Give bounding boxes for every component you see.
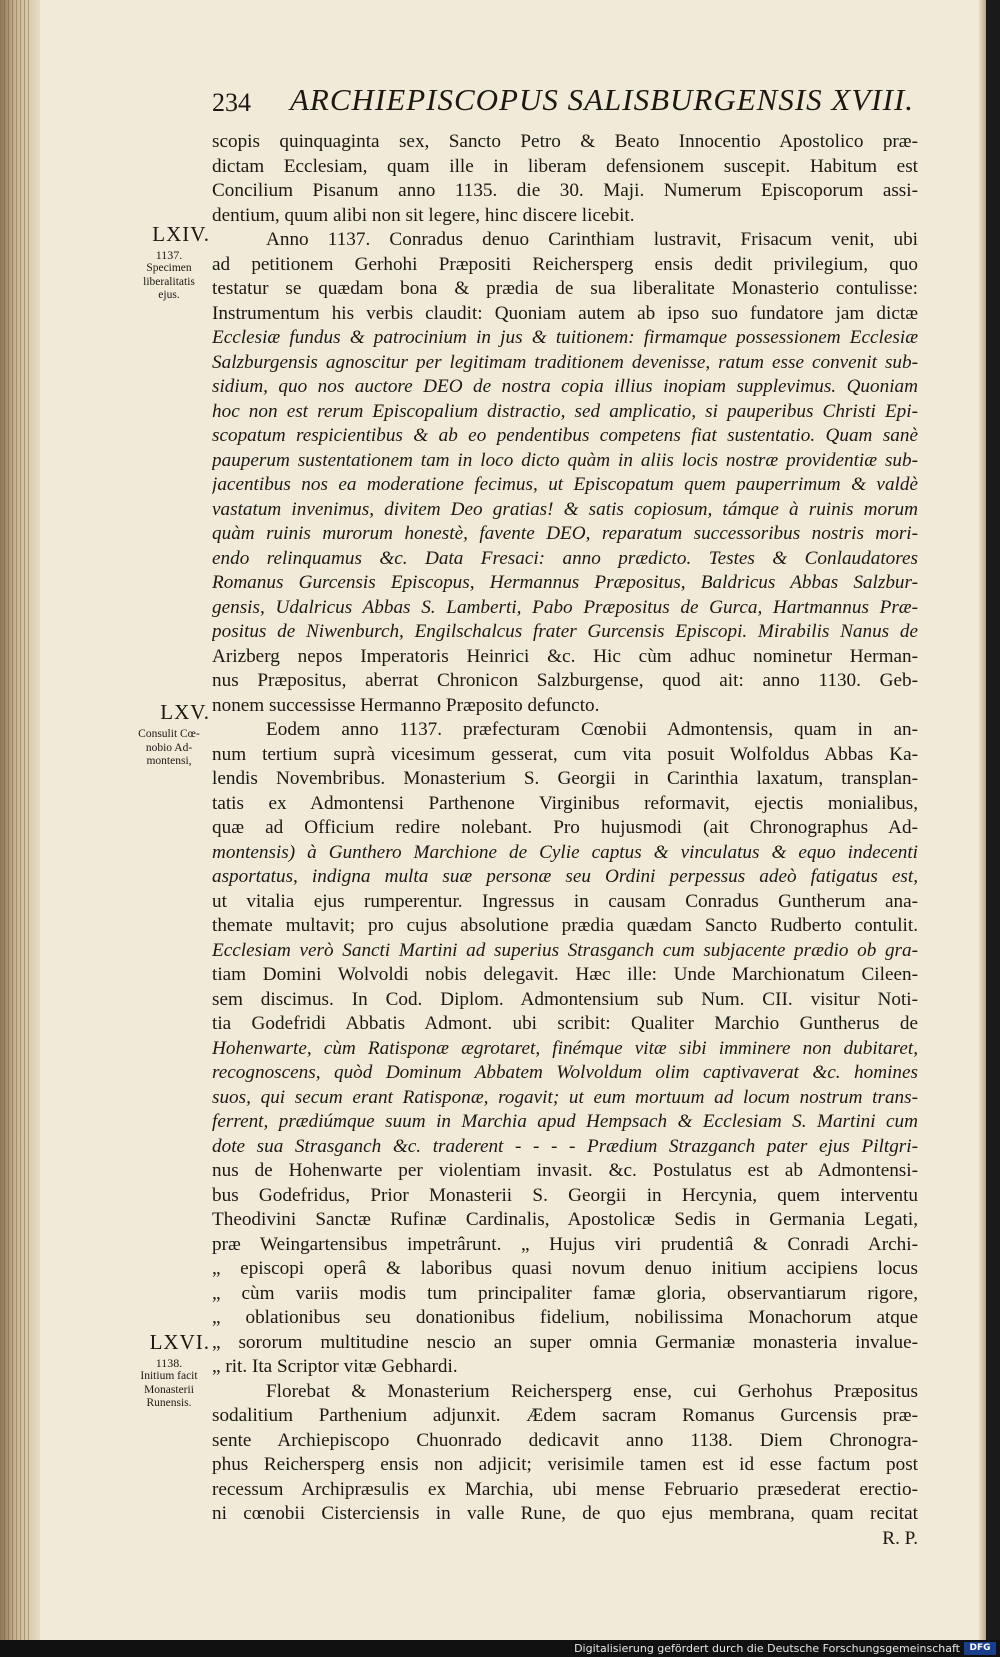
body-text: [212, 130, 918, 1551]
paragraph-start-line: Anno 1137. Conradus denuo Carinthiam lustravit, Frisacum venit, ubi: [266, 229, 918, 250]
section-number: LXVI.: [149, 1330, 210, 1354]
text-line: thematе multavit; pro cujus absolutione prædia quædam Sancto Rudberto contulit.: [212, 915, 918, 936]
text-line: gensis, Udalricus Abbas S. Lamberti, Pabo Præpositus de Gurca, Hartmannus Præ-: [212, 596, 918, 618]
text-line: ferrent, prædiúmque suum in Marchia apud Hempsach & Ecclesiam S. Martini cum: [212, 1111, 918, 1132]
text-line: Theodivini Sanctæ Rufinæ Cardinalis, Apostolicæ Sedis in Germania Legati,: [212, 1209, 918, 1230]
page-edges: [4, 0, 32, 1640]
text-line: phus Reichersperg ensis non adjicit; verisimile tamen est id esse factum post: [212, 1454, 918, 1475]
text-line: sodalitium Parthenium adjunxit. Ædem sacram Romanus Gurcensis præ-: [212, 1405, 918, 1426]
text-line: scopis quinquaginta sex, Sancto Petro & Beato Innocentio Apostolico præ-: [212, 131, 918, 152]
page-number: 234: [212, 88, 251, 117]
margin-note-line: Specimen: [146, 262, 192, 274]
text-line: nus Præpositus, aberrat Chronicon Salzburgense, quod ait: anno 1130. Geb-: [212, 670, 918, 691]
text-line: positus de Niwenburch, Engilschalcus frater Gurcensis Episcopi. Mirabilis Nanus de: [212, 621, 918, 642]
text-line: dictam Ecclesiam, quam ille in liberam defensionem suscepit. Habitum est: [212, 155, 918, 177]
text-line: num tertium suprà vicesimum gesserat, cum vita posuit Wolfoldus Abbas Ka-: [212, 743, 918, 765]
text-line: quàm ruinis murorum honestè, favente DEO, reparatum successoribus nostris mori-: [212, 523, 918, 544]
margin-note-line: liberalitatis: [143, 275, 195, 288]
text-line: Concilium Pisanum anno 1135. die 30. Maji. Numerum Episcoporum assi-: [212, 180, 918, 201]
text-line: ut vitalia ejus rumperentur. Ingressus in causam Conradus Guntherum ana-: [212, 890, 918, 912]
margin-note-lxv: [128, 700, 210, 769]
text-line: „ episcopi operâ & laboribus quasi novum denuo initium accipiens locus: [212, 1258, 918, 1279]
text-line: asportatus, indigna multa suæ personæ seu Ordini perpessus adeò fatigatus est,: [212, 866, 918, 887]
text-line: lendis Novembribus. Monasterium S. Georgii in Carinthia laxatum, transplan-: [212, 768, 918, 789]
text-line: ad petitionem Gerhohi Præpositi Reichersperg ensis dedit privilegium, quo: [212, 253, 918, 275]
catchword: R. P.: [882, 1527, 918, 1549]
text-line: nus de Hohenwarte per violentiam invasit. &c. Postulatus est ab Admontensi-: [212, 1160, 918, 1181]
text-line: nonem successisse Hermanno Præposito defuncto.: [212, 694, 600, 716]
text-line: sente Archiepiscopo Chuonrado dedicavit anno 1138. Diem Chronogra-: [212, 1429, 918, 1451]
text-line: „ oblationibus seu donationibus fidelium, nobilissima Monachorum atque: [212, 1307, 918, 1328]
text-line: Instrumentum his verbis claudit: Quoniam autem ab ipso suo fundatore jam dictæ: [212, 302, 918, 324]
margin-note-line: Consulit Cœ-: [138, 728, 200, 740]
text-line: suos, qui secum erant Ratisponæ, rogavit; ut eum mortuum ad locum nostrum trans-: [212, 1086, 918, 1108]
paragraph-start-line: Florebat & Monasterium Reichersperg ense, cui Gerhohus Præpositus: [266, 1380, 918, 1402]
margin-note-line: Runensis.: [146, 1397, 192, 1409]
text-line: Ecclesiæ fundus & patrocinium in jus & tuitionem: firmamque possessionem Ecclesiæ: [212, 327, 918, 348]
margin-year: 1138.: [155, 1356, 183, 1370]
running-title: ARCHIEPISCOPUS SALISBURGENSIS XVIII.: [290, 82, 915, 117]
text-line: præ Weingartensibus impetrârunt. „ Hujus viri prudentiâ & Conradi Archi-: [212, 1233, 918, 1255]
text-line: Arizberg nepos Imperatoris Heinrici &c. Hic cùm adhuc nominetur Herman-: [212, 645, 918, 667]
text-line: tiam Domini Wolvoldi nobis delegavit. Hæc ille: Unde Marchionatum Cileen-: [212, 964, 918, 985]
text-line: montensis) à Gunthero Marchione de Cylie captus & vinculatus & equo indecenti: [212, 841, 918, 863]
text-line: scopatum respicientibus & ab eo pendentibus competens fiat sustentatio. Quam sanè: [212, 425, 918, 446]
text-line: recognoscens, quòd Dominum Abbatem Wolvoldum olim captivaverat &c. homines: [212, 1062, 918, 1083]
margin-year: 1137.: [155, 248, 183, 262]
text-line: sidium, quo nos auctore DEO de nostra copia illius inopiam supplevimus. Quoniam: [212, 376, 918, 397]
text-line: ni cœnobii Cisterciensis in valle Rune, de quo ejus membrana, quam recitat: [212, 1503, 918, 1524]
margin-note-line: Initium facit: [140, 1370, 198, 1382]
margin-note-line: Monasterii: [144, 1383, 194, 1396]
section-number: LXV.: [160, 700, 210, 724]
text-line: pauperum sustentationem tam in loco dicto quàm in aliis locis nostræ providentiæ sub-: [212, 449, 918, 471]
paragraph-start-line: Eodem anno 1137. præfecturam Cœnobii Admontensis, quam in an-: [266, 719, 918, 740]
text-line: testatur se quædam bona & prædia de sua liberalitate Monasterio contulisse:: [212, 278, 918, 299]
text-line: Ecclesiam verò Sancti Martini ad superius Strasganch cum subjacente prædio ob gra-: [212, 939, 918, 961]
funding-notice: Digitalisierung gefördert durch die Deutsche Forschungsgemeinschaft: [574, 1642, 960, 1655]
text-line: dote sua Strasganch &c. traderent - - - - Prædium Strazganch pater ejus Piltgri-: [212, 1135, 918, 1157]
text-line: tia Godefridi Abbatis Admont. ubi scribit: Qualiter Marchio Guntherus de: [212, 1013, 918, 1034]
text-line: hoc non est rerum Episcopalium distractio, sed amplicatio, si pauperibus Christi Epi-: [212, 400, 918, 422]
text-line: jacentibus nos ea moderatione fecimus, ut Episcopatum quem pauperrimum & valdè: [212, 474, 918, 495]
text-line: sem discimus. In Cod. Diplom. Admontensium sub Num. CII. visitur Noti-: [212, 988, 918, 1010]
margin-note-lxiv: [128, 222, 210, 303]
text-line: vastatum invenimus, divitem Deo gratias! & satis copiosum, támque à ruinis morum: [212, 498, 918, 520]
section-number: LXIV.: [152, 222, 210, 246]
text-line: endo relinquamus &c. Data Fresaci: anno prædicto. Testes & Conlaudatores: [212, 547, 918, 569]
margin-note-line: nobio Ad-: [145, 741, 193, 754]
book-gutter: [0, 0, 40, 1640]
page-header: [212, 82, 915, 122]
dfg-logo: DFG: [964, 1642, 996, 1655]
text-line: Romanus Gurcensis Episcopus, Hermannus Præpositus, Baldricus Abbas Salzbur-: [212, 572, 918, 593]
text-line: „ rit. Ita Scriptor vitæ Gebhardi.: [212, 1356, 458, 1377]
text-line: bus Godefridus, Prior Monasterii S. Georgii in Hercynia, quem interventu: [212, 1184, 918, 1206]
text-line: „ cùm variis modis tum principaliter famæ gloria, observantiarum rigore,: [212, 1282, 918, 1304]
margin-note-line: montensi,: [146, 755, 192, 767]
page-right-edge: [978, 0, 986, 1640]
text-line: „ sororum multitudine nescio an super omnia Germaniæ monasteria invalue-: [212, 1331, 918, 1353]
text-line: quæ ad Officium redire nolebant. Pro hujusmodi (ait Chronographus Ad-: [212, 817, 918, 838]
text-line: Hohenwarte, cùm Ratisponæ ægrotaret, finémque vitæ sibi imminere non dubitaret,: [212, 1037, 918, 1059]
text-line: tatis ex Admontensi Parthenone Virginibus reformavit, ejectis monialibus,: [212, 792, 918, 814]
margin-note-lxvi: [128, 1330, 210, 1411]
footer-bar: [0, 1640, 1000, 1657]
margin-note-line: ejus.: [158, 289, 180, 301]
text-line: Salzburgensis agnoscitur per legitimam traditionem devenisse, ratum esse convenit sub-: [212, 351, 918, 373]
text-line: dentium, quum alibi non sit legere, hinc discere licebit.: [212, 204, 635, 226]
text-line: recessum Archipræsulis ex Marchia, ubi mense Februario præsederat erectio-: [212, 1478, 918, 1500]
